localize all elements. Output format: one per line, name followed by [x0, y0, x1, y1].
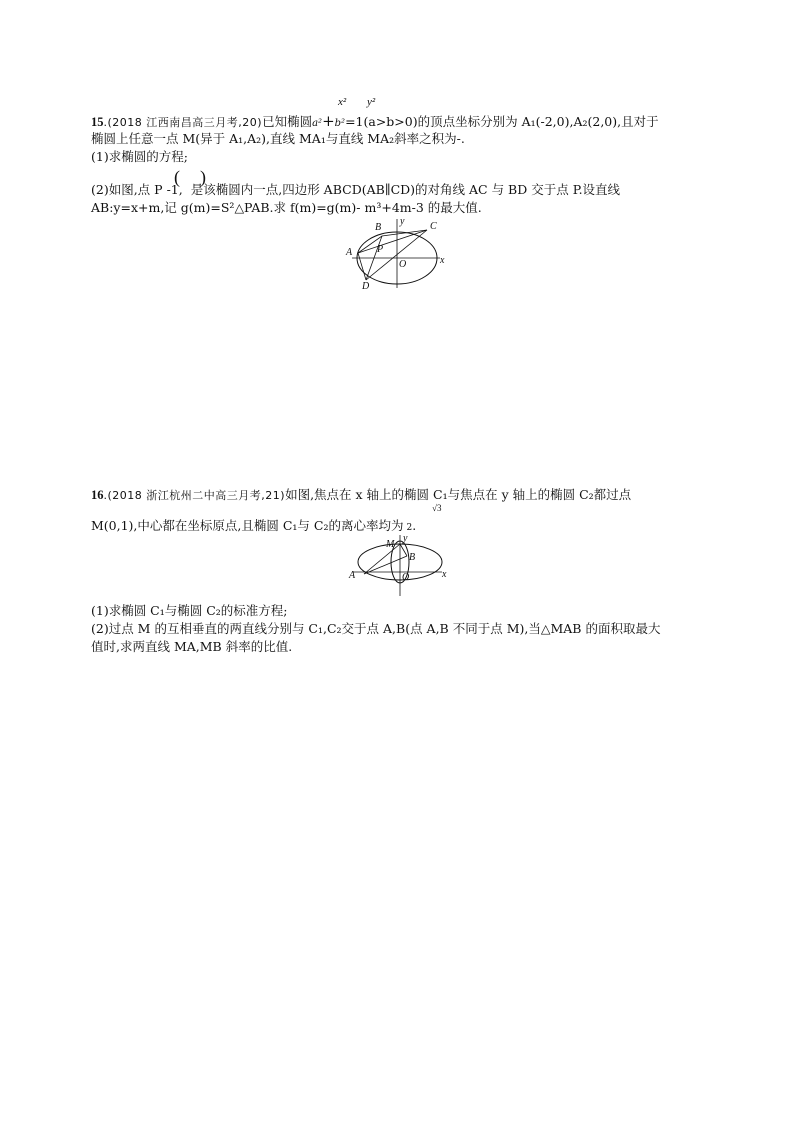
p15-paren-left: (: [174, 167, 180, 187]
p16-text-1: 如图,焦点在 x 轴上的椭圆 C₁与焦点在 y 轴上的椭圆 C₂都过点: [285, 487, 632, 502]
p16-text-2: M(0,1),中心都在坐标原点,且椭圆 C₁与 C₂的离心率均为: [91, 518, 404, 533]
p15-plus: +: [322, 112, 335, 130]
p15-number: 15: [91, 115, 104, 129]
p15-line-3: (1)求椭圆的方程;: [91, 149, 188, 164]
p15-label-b: B: [375, 222, 382, 233]
p16-label-b: B: [409, 552, 416, 563]
p15-line-4: [91, 182, 620, 198]
p15-paren-right: ): [200, 167, 206, 187]
p15-text-1-tail: =1(a>b>0)的顶点坐标分别为 A₁(-2,0),A₂(2,0),且对于: [345, 114, 659, 129]
p16-line-ab: [364, 556, 407, 574]
p16-line-1: [91, 487, 631, 504]
p15-label-d: D: [362, 281, 370, 292]
p15-line-2: 椭圆上任意一点 M(异于 A₁,A₂),直线 MA₁与直线 MA₂斜率之积为-.: [91, 131, 465, 146]
p16-label-a: A: [349, 570, 356, 581]
p15-frac1-num: x²: [338, 96, 347, 108]
p16-line-4: (2)过点 M 的互相垂直的两直线分别与 C₁,C₂交于点 A,B(点 A,B 不同于点 M),当△MAB 的面积取最大: [91, 621, 661, 636]
p15-figure: [344, 216, 450, 292]
p15-label-a: A: [346, 247, 353, 258]
p15-frac1-den: a²: [312, 118, 323, 129]
p15-line-5: AB:y=x+m,记 g(m)=S²△PAB.求 f(m)=g(m)- m³+4m-3 的最大值.: [91, 200, 482, 215]
p16-number: 16: [91, 488, 104, 502]
p16-line-5: 值时,求两直线 MA,MB 斜率的比值.: [91, 639, 293, 654]
p15-text-1: 已知椭圆: [262, 114, 313, 129]
p16-figure: [344, 532, 450, 598]
p16-line-ma: [364, 544, 400, 574]
p16-label-y: y: [403, 533, 408, 544]
p16-label-x: x: [442, 569, 447, 580]
p16-figure-svg: [344, 532, 450, 598]
p16-label-m: M: [386, 539, 395, 550]
p16-line-3: (1)求椭圆 C₁与椭圆 C₂的标准方程;: [91, 603, 288, 618]
p16-text-2-tail: .: [412, 518, 417, 533]
p15-diagonal-ac: [358, 230, 427, 253]
p15-frac2-num: y²: [367, 96, 376, 108]
p15-label-y: y: [400, 216, 405, 227]
p15-text-4a: (2)如图,点 P: [91, 182, 163, 197]
p15-line-1: [91, 113, 659, 132]
p15-label-p: P: [377, 244, 384, 255]
p15-frac2-den: b²: [334, 118, 346, 129]
p15-figure-svg: [344, 216, 450, 292]
p15-point-p-coords: -1,: [166, 182, 183, 197]
p16-source: .(2018 浙江杭州二中高三月考,21): [103, 489, 286, 502]
p16-label-o: O: [402, 572, 410, 583]
p15-label-o: O: [399, 259, 407, 270]
p15-label-x: x: [440, 255, 445, 266]
p16-frac-den: 2: [406, 523, 413, 533]
p16-frac-num: √3: [432, 503, 442, 513]
p15-label-c: C: [430, 221, 437, 232]
p15-text-4c: 是该椭圆内一点,四边形 ABCD(AB∥CD)的对角线 AC 与 BD 交于点 P.设直线: [190, 182, 621, 197]
p15-source: .(2018 江西南昌高三月考,20): [103, 116, 263, 129]
